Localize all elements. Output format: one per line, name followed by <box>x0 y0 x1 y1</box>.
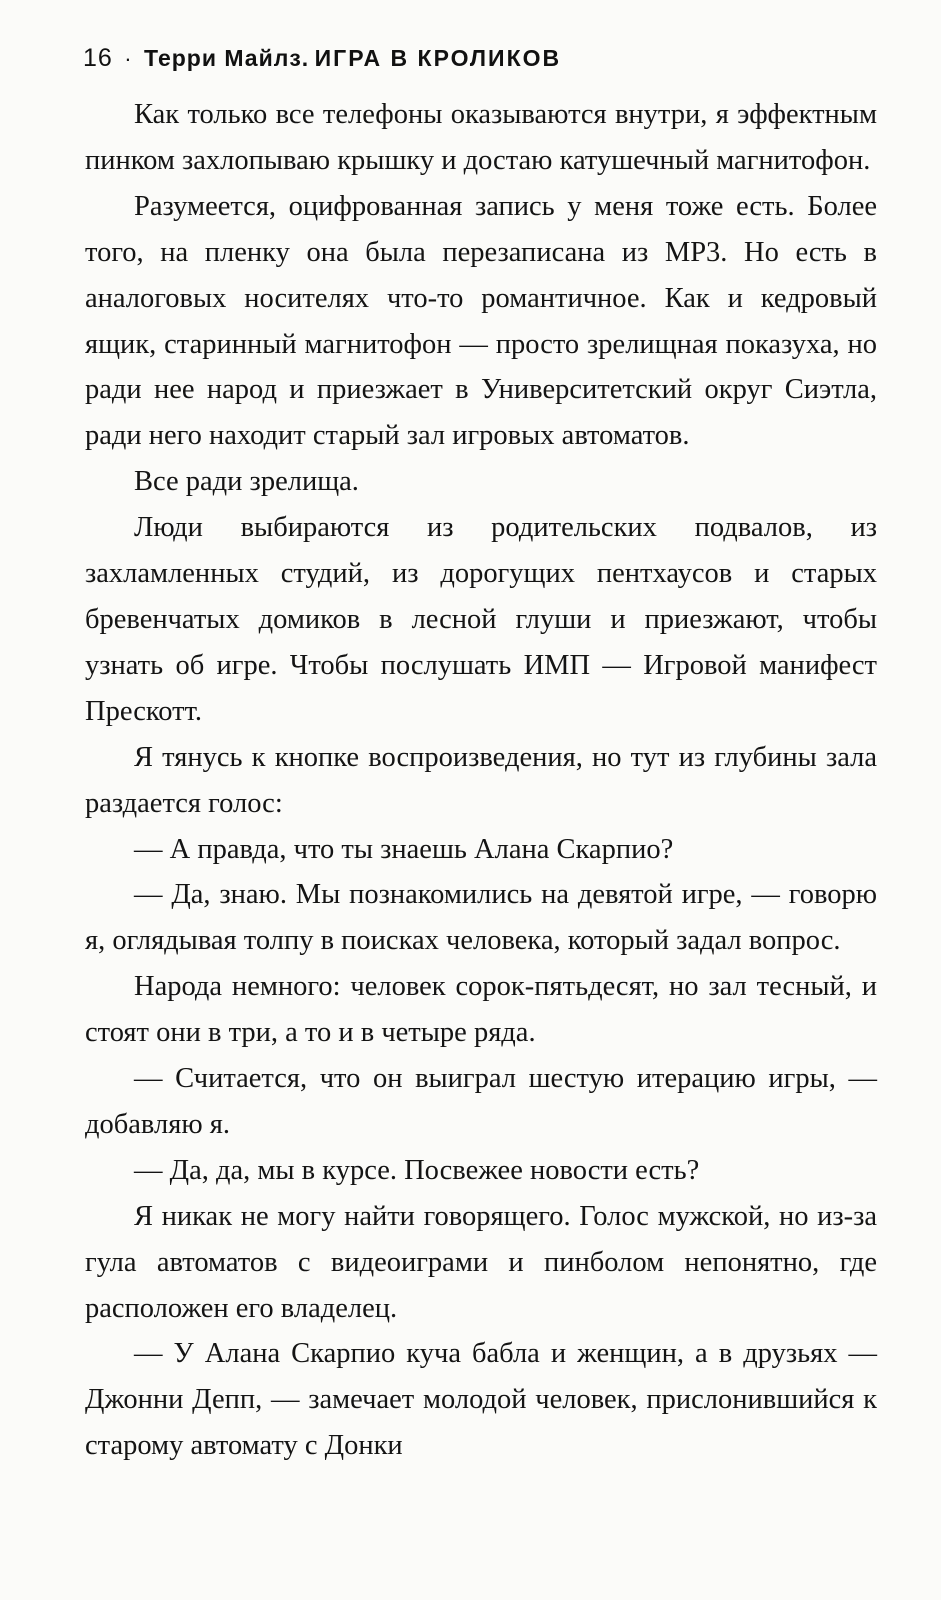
header-separator: · <box>124 46 133 71</box>
author-name: Терри Майлз. <box>144 45 310 71</box>
dialogue-line: — Да, знаю. Мы познакомились на девятой игре, — говорю я, оглядывая толпу в поисках человека, который задал вопрос. <box>85 879 877 957</box>
paragraph: Я тянусь к кнопке воспроизведения, но тут из глубины зала раздается голос: <box>85 741 877 819</box>
dialogue-line: — Считается, что он выиграл шестую итерацию игры, — добавляю я. <box>85 1063 877 1140</box>
page-number: 16 <box>83 44 113 72</box>
dialogue-line: — У Алана Скарпио куча бабла и женщин, а в друзьях — Джонни Депп, — замечает молодой человек, прислонившийся к старому автомату с Донки <box>85 1338 877 1462</box>
paragraph: Как только все телефоны оказываются внутри, я эффектным пинком захлопываю крышку и достаю катушечный магнитофон. <box>85 99 877 176</box>
dialogue-line: — Да, да, мы в курсе. Посвежее новости есть? <box>134 1154 700 1186</box>
running-head <box>83 38 561 78</box>
paragraph: Я никак не могу найти говорящего. Голос мужской, но из-за гула автоматов с видеоиграми и пинболом непонятно, где расположен его владелец. <box>85 1200 877 1324</box>
book-title: ИГРА В КРОЛИКОВ <box>314 45 562 71</box>
paragraph: Разумеется, оцифрованная запись у меня тоже есть. Более того, на пленку она была перезаписана из MP3. Но есть в аналоговых носителях что-то романтичное. Как и кедровый ящик, старинный магнитофон — просто зрелищная показуха, но ради нее народ и приезжает в Университетский округ Сиэтла, ради него находит старый зал игровых автоматов. <box>85 190 877 452</box>
paragraph: Народа немного: человек сорок-пятьдесят, но зал тесный, и стоят они в три, а то и в четыре ряда. <box>85 971 877 1049</box>
dialogue-line: — А правда, что ты знаешь Алана Скарпио? <box>134 833 674 865</box>
body-text <box>85 92 877 1469</box>
paragraph: Люди выбираются из родительских подвалов, из захламленных студий, из дорогущих пентхаусов и старых бревенчатых домиков в лесной глуши и приезжают, чтобы узнать об игре. Чтобы послушать ИМП — Игровой манифест Прескотт. <box>85 512 877 727</box>
paragraph: Все ради зрелища. <box>134 466 359 498</box>
